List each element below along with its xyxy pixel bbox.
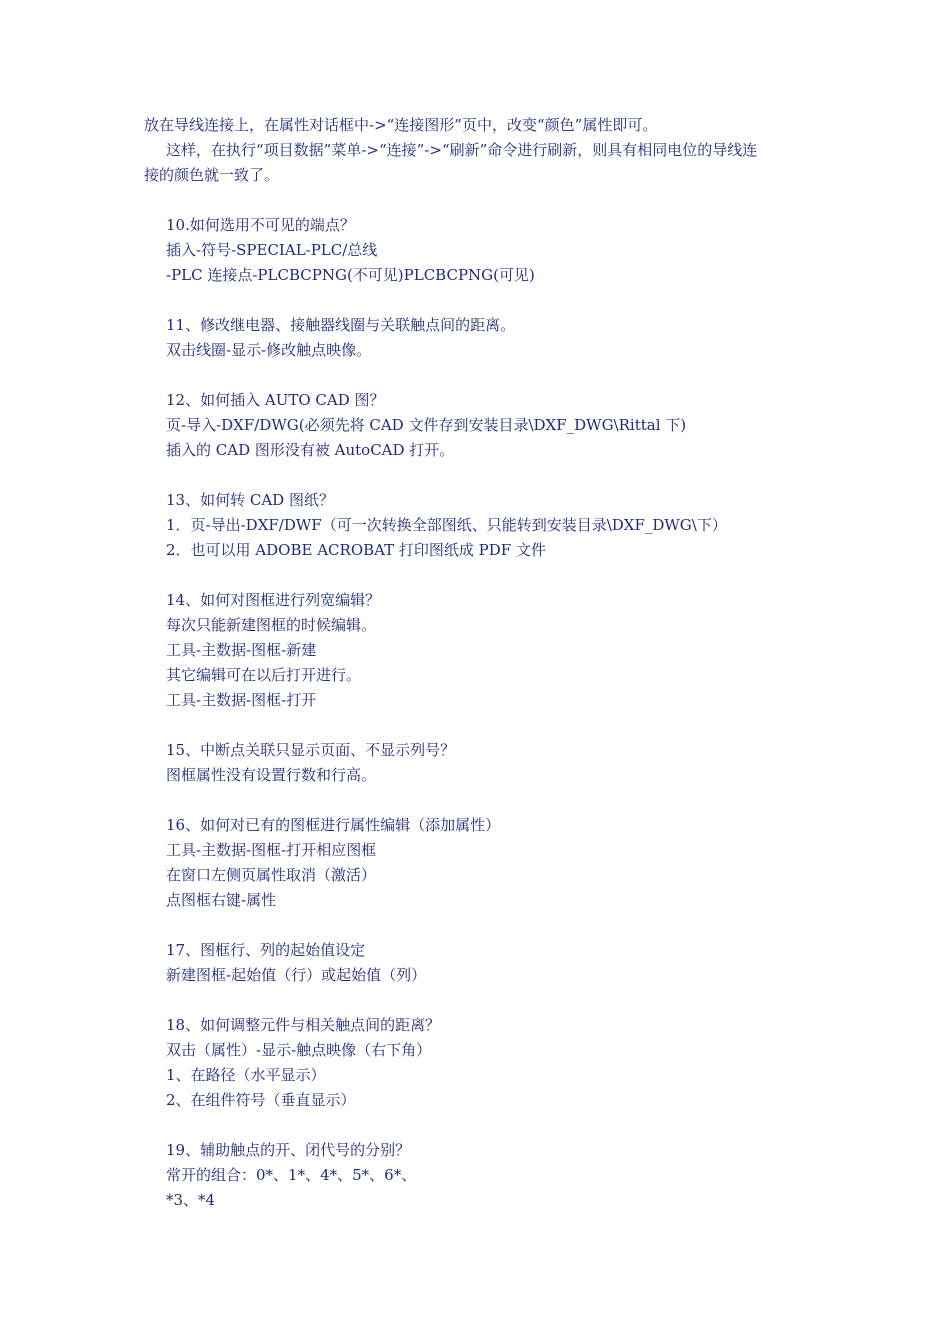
section-line: 插入的 CAD 图形没有被 AutoCAD 打开。 [166, 441, 455, 459]
spacer [144, 288, 814, 313]
intro-line-3: 接的颜色就一致了。 [144, 166, 280, 184]
section-title: 14、如何对图框进行列宽编辑？ [166, 591, 381, 609]
section-line: 工具-主数据-图框-打开相应图框 [166, 841, 377, 859]
spacer [144, 463, 814, 488]
section-line: 常开的组合：0*、1*、4*、5*、6*、 [166, 1166, 417, 1184]
section-line: 图框属性没有设置行数和行高。 [166, 766, 377, 784]
section-title: 10.如何选用不可见的端点？ [166, 216, 355, 234]
section-title: 19、辅助触点的开、闭代号的分别？ [166, 1141, 411, 1159]
intro-line-2: 这样，在执行“项目数据”菜单->“连接”->“刷新”命令进行刷新，则具有相同电位的导线连 [166, 141, 758, 159]
intro-line-1: 放在导线连接上，在属性对话框中->“连接图形”页中，改变“颜色”属性即可。 [144, 116, 658, 134]
section-line: 每次只能新建图框的时候编辑。 [166, 616, 377, 634]
section-line: 其它编辑可在以后打开进行。 [166, 666, 362, 684]
spacer [144, 363, 814, 388]
section-line: 2、在组件符号（垂直显示） [166, 1091, 356, 1109]
section-line: 工具-主数据-图框-新建 [166, 641, 317, 659]
section-title: 16、如何对已有的图框进行属性编辑（添加属性） [166, 816, 501, 834]
section-line: 双击（属性）-显示-触点映像（右下角） [166, 1041, 432, 1059]
spacer [144, 563, 814, 588]
section-line: *3、*4 [166, 1191, 216, 1209]
section-line: 1、在路径（水平显示） [166, 1066, 326, 1084]
spacer [144, 988, 814, 1013]
section-line: 双击线圈-显示-修改触点映像。 [166, 341, 372, 359]
section-title: 12、如何插入 AUTO CAD 图？ [166, 391, 385, 409]
section-line: 插入-符号-SPECIAL-PLC/总线 [166, 241, 378, 259]
section-title: 13、如何转 CAD 图纸？ [166, 491, 334, 509]
spacer [144, 713, 814, 738]
section-line: 2．也可以用 ADOBE ACROBAT 打印图纸成 PDF 文件 [166, 541, 546, 559]
section-line: 在窗口左侧页属性取消（激活） [166, 866, 377, 884]
section-line: 点图框右键-属性 [166, 891, 277, 909]
section-line: 新建图框-起始值（行）或起始值（列） [166, 966, 427, 984]
section-title: 18、如何调整元件与相关触点间的距离？ [166, 1016, 441, 1034]
section-line: 工具-主数据-图框-打开 [166, 691, 317, 709]
section-line: 1．页-导出-DXF/DWF（可一次转换全部图纸、只能转到安装目录\DXF_DWG\下） [166, 516, 727, 534]
spacer [144, 188, 814, 213]
spacer [144, 788, 814, 813]
section-title: 15、中断点关联只显示页面、不显示列号？ [166, 741, 456, 759]
spacer [144, 1113, 814, 1138]
document-body [144, 113, 814, 1213]
section-title: 11、修改继电器、接触器线圈与关联触点间的距离。 [166, 316, 516, 334]
section-line: 页-导入-DXF/DWG(必须先将 CAD 文件存到安装目录\DXF_DWG\Rittal 下) [166, 416, 687, 434]
section-title: 17、图框行、列的起始值设定 [166, 941, 366, 959]
section-line: -PLC 连接点-PLCBCPNG(不可见)PLCBCPNG(可见) [166, 266, 535, 284]
spacer [144, 913, 814, 938]
